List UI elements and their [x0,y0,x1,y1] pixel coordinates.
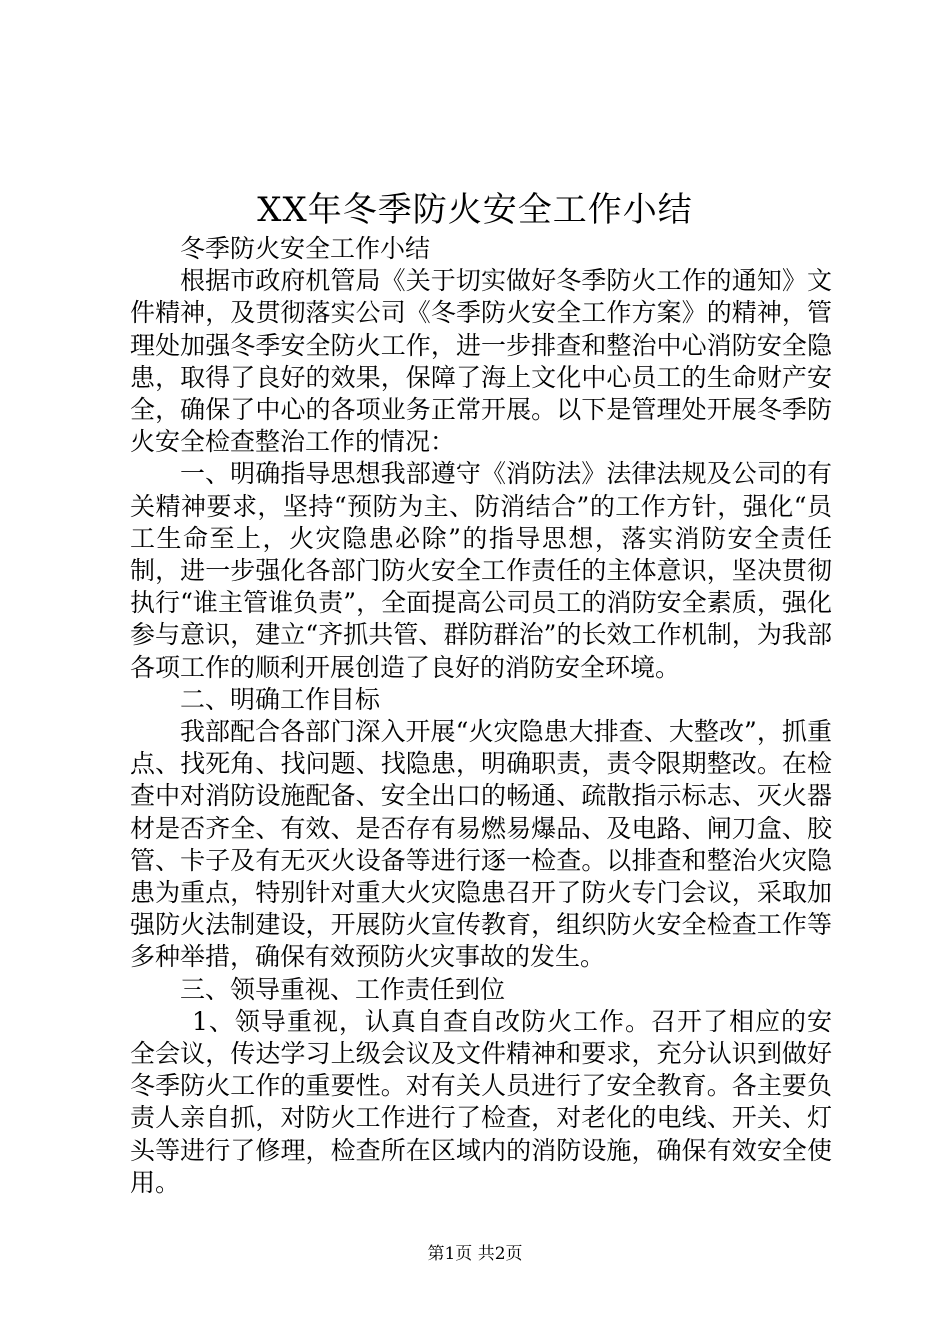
document-title: XX年冬季防火安全工作小结 [257,190,693,230]
heading-section-2: 二、明确工作目标 [180,684,381,714]
paragraph-intro: 根据市政府机管局《关于切实做好冬季防火工作的通知》文件精神，及贯彻落实公司《冬季防火安全工作方案》的精神，管理处加强冬季安全防火工作，进一步排查和整治中心消防安全隐患，取得了良好的效果，保障了海上文化中心员工的生命财产安全，确保了中心的各项业务正常开展。以下是管理处开展冬季防火安全检查整治工作的情况： [130,266,832,457]
paragraph-subtitle: 冬季防火安全工作小结 [180,234,431,263]
paragraph-section-1: 一、明确指导思想我部遵守《消防法》法律法规及公司的有关精神要求，坚持“预防为主、防消结合”的工作方针，强化“员工生命至上，火灾隐患必除”的指导思想，落实消防安全责任制，进一步强化各部门防火安全工作责任的主体意识，坚决贯彻执行“谁主管谁负责”，全面提高公司员工的消防安全素质，强化参与意识，建立“齐抓共管、群防群治”的长效工作机制，为我部各项工作的顺利开展创造了良好的消防安全环境。 [130,459,832,682]
document-body [130,233,832,1199]
paragraph-section-3-item-1: 1、领导重视，认真自查自改防火工作。召开了相应的安全会议，传达学习上级会议及文件精神和要求，充分认识到做好冬季防火工作的重要性。对有关人员进行了安全教育。各主要负责人亲自抓，对防火工作进行了检查，对老化的电线、开关、灯头等进行了修理，检查所在区域内的消防设施，确保有效安全使用。 [130,1006,832,1197]
paragraph-section-2: 我部配合各部门深入开展“火灾隐患大排查、大整改”，抓重点、找死角、找问题、找隐患，明确职责，责令限期整改。在检查中对消防设施配备、安全出口的畅通、疏散指示标志、灭火器材是否齐全、有效、是否存有易燃易爆品、及电路、闸刀盒、胶管、卡子及有无灭火设备等进行逐一检查。以排查和整治火灾隐患为重点，特别针对重大火灾隐患召开了防火专门会议，采取加强防火法制建设，开展防火宣传教育，组织防火安全检查工作等多种举措，确保有效预防火灾事故的发生。 [130,717,832,972]
page-footer: 第1页 共2页 [427,1244,523,1264]
heading-section-3: 三、领导重视、工作责任到位 [180,974,506,1004]
